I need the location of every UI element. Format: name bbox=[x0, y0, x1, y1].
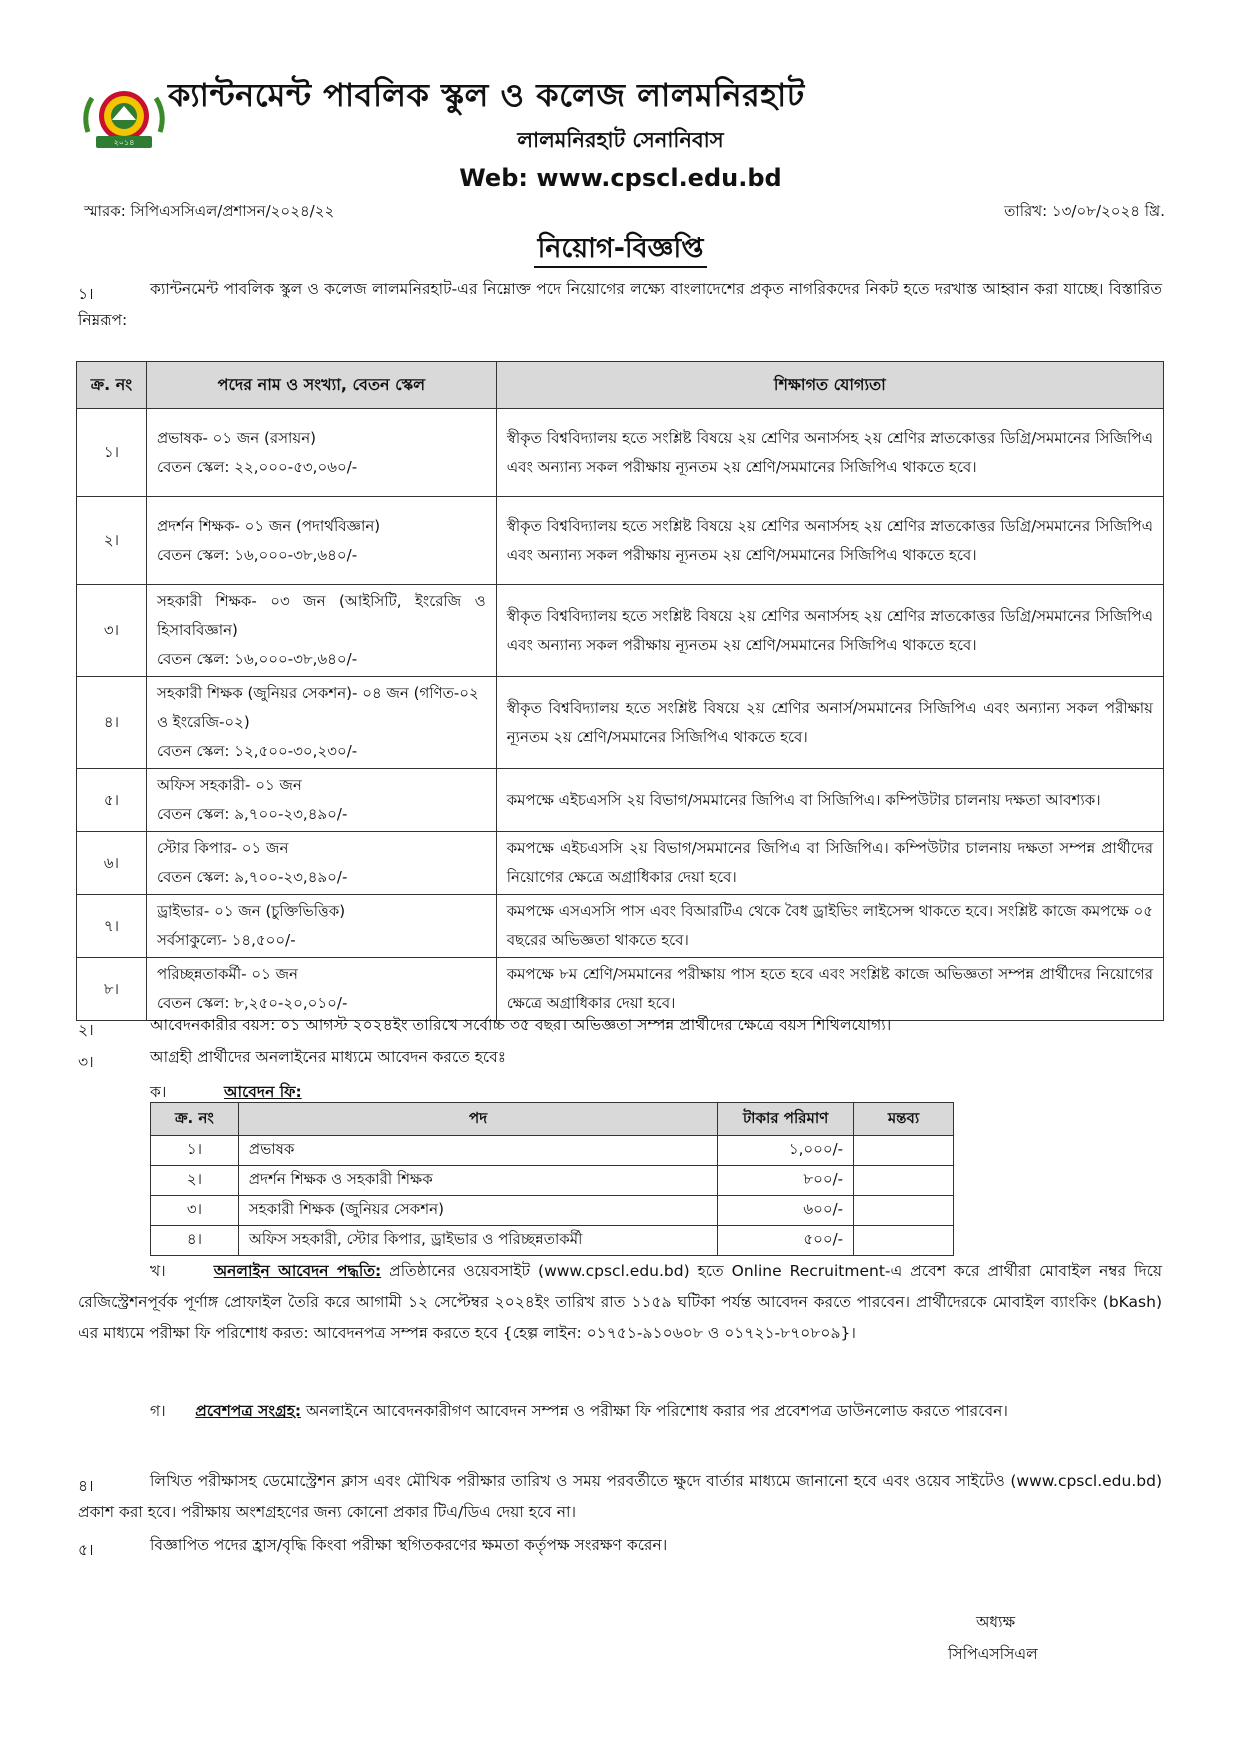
pay-scale: বেতন স্কেল: ১২,৫০০-৩০,২৩০/- bbox=[156, 742, 358, 760]
posts-table bbox=[76, 361, 1164, 1021]
pay-scale: সর্বসাকুল্যে- ১৪,৫০০/- bbox=[156, 931, 296, 949]
memo-number: স্মারক: সিপিএসসিএল/প্রশাসন/২০২৪/২২ bbox=[84, 202, 335, 220]
post-name: স্টোর কিপার- ০১ জন bbox=[156, 839, 289, 857]
row-serial: ৩। bbox=[77, 585, 147, 677]
intro-number: ১। bbox=[78, 285, 94, 303]
age-text: আবেদনকারীর বয়স: ০১ আগস্ট ২০২৪ইং তারিখে সর্বোচ্চ ৩৫ বছর। অভিজ্ঞতা সম্পন্ন প্রার্থীদের ক্ষেত্রে বয়স শিথিলযোগ্য। bbox=[150, 1016, 892, 1034]
row-serial: ৫। bbox=[77, 769, 147, 832]
cantonment-subtitle: লালমনিরহাট সেনানিবাস bbox=[517, 128, 724, 152]
table-row bbox=[77, 497, 1164, 585]
qualification: স্বীকৃত বিশ্ববিদ্যালয় হতে সংশ্লিষ্ট বিষয়ে ২য় শ্রেণির অনার্স/সমমানের সিজিপিএ এবং অন্যান্য সকল পরীক্ষায় ন্যূনতম ২য় শ্রেণি/সমমানের সিজিপিএ থাকতে হবে। bbox=[496, 677, 1163, 769]
fee-header-serial: ক্র. নং bbox=[151, 1103, 239, 1136]
online-method-text: প্রতিষ্ঠানের ওয়েবসাইট (www.cpscl.edu.bd) হতে Online Recruitment-এ প্রবেশ করে প্রার্থীরা মোবাইল নম্বর দিয়ে রেজিস্ট্রেশনপূর্বক পূর্ণাঙ্গ প্রোফাইল তৈরি করে আগামী ১২ সেপ্টেম্বর ২০২৪ইং তারিখ রাত ১১৫৯ ঘটিকা পর্যন্ত আবেদন করতে পারবেন। প্রার্থীদেরকে মোবাইল ব্যাংকিং (bKash) এর মাধ্যমে পরীক্ষা ফি পরিশোধ করত: আবেদনপত্র সম্পন্ন করতে হবে {হেল্প লাইন: ০১৭৫১-৯১০৬০৮ ও ০১৭২১-৮৭০৮০৯}। bbox=[78, 1262, 1162, 1342]
pay-scale: বেতন স্কেল: ৯,৭০০-২৩,৪৯০/- bbox=[156, 868, 348, 886]
fee-amount: ৮০০/- bbox=[718, 1166, 854, 1196]
fee-header-remark: মন্তব্য bbox=[854, 1103, 954, 1136]
fee-serial: ২। bbox=[151, 1166, 239, 1196]
row-serial: ৬। bbox=[77, 832, 147, 895]
signature-org: সিপিএসসিএল bbox=[948, 1645, 1038, 1663]
online-method-number: খ। bbox=[150, 1262, 166, 1280]
fee-post: প্রদর্শন শিক্ষক ও সহকারী শিক্ষক bbox=[238, 1166, 717, 1196]
post-name: পরিচ্ছন্নতাকর্মী- ০১ জন bbox=[156, 965, 298, 983]
fee-label-number: ক। bbox=[150, 1083, 167, 1101]
fee-amount: ১,০০০/- bbox=[718, 1136, 854, 1166]
table-row bbox=[77, 895, 1164, 958]
post-name: সহকারী শিক্ষক- ০৩ জন (আইসিটি, ইংরেজি ও হিসাববিজ্ঞান) bbox=[156, 592, 486, 639]
row-serial: ২। bbox=[77, 497, 147, 585]
admit-card-label: প্রবেশপত্র সংগ্রহ: bbox=[195, 1402, 302, 1420]
fee-header-post: পদ bbox=[238, 1103, 717, 1136]
pay-scale: বেতন স্কেল: ৮,২৫০-২০,০১০/- bbox=[156, 994, 348, 1012]
table-row bbox=[151, 1136, 954, 1166]
reserve-text: বিজ্ঞাপিত পদের হ্রাস/বৃদ্ধি কিংবা পরীক্ষা স্থগিতকরণের ক্ষমতা কর্তৃপক্ষ সংরক্ষণ করেন। bbox=[150, 1536, 668, 1554]
reserve-number: ৫। bbox=[78, 1541, 94, 1559]
post-name: ড্রাইভার- ০১ জন (চুক্তিভিত্তিক) bbox=[156, 902, 346, 920]
signature-title: অধ্যক্ষ bbox=[976, 1613, 1016, 1631]
fee-post: প্রভাষক bbox=[238, 1136, 717, 1166]
table-row bbox=[77, 585, 1164, 677]
notice-heading: নিয়োগ-বিজ্ঞপ্তি bbox=[0, 228, 1241, 273]
fee-post: অফিস সহকারী, স্টোর কিপার, ড্রাইভার ও পরিচ্ছন্নতাকর্মী bbox=[238, 1226, 717, 1256]
header-qualification: শিক্ষাগত যোগ্যতা bbox=[496, 362, 1163, 409]
fee-remark bbox=[854, 1136, 954, 1166]
row-serial: ৪। bbox=[77, 677, 147, 769]
qualification: কমপক্ষে এইচএসসি ২য় বিভাগ/সমমানের জিপিএ বা সিজিপিএ। কম্পিউটার চালনায় দক্ষতা আবশ্যক। bbox=[496, 769, 1163, 832]
qualification: স্বীকৃত বিশ্ববিদ্যালয় হতে সংশ্লিষ্ট বিষয়ে ২য় শ্রেণির অনার্সসহ ২য় শ্রেণির স্নাতকোত্তর ডিগ্রি/সমমানের সিজিপিএ এবং অন্যান্য সকল পরীক্ষায় ন্যূনতম ২য় শ্রেণি/সমমানের সিজিপিএ থাকতে হবে। bbox=[496, 585, 1163, 677]
college-name: ক্যান্টনমেন্ট পাবলিক স্কুল ও কলেজ লালমনিরহাট bbox=[168, 76, 805, 114]
exam-text: লিখিত পরীক্ষাসহ ডেমোস্ট্রেশন ক্লাস এবং মৌখিক পরীক্ষার তারিখ ও সময় পরবর্তীতে ক্ষুদে বার্তার মাধ্যমে জানানো হবে এবং ওয়েব সাইটেও (www.cpscl.edu.bd) প্রকাশ করা হবে। পরীক্ষায় অংশগ্রহণের জন্য কোনো প্রকার টিএ/ডিএ দেয়া হবে না। bbox=[78, 1472, 1162, 1521]
table-row bbox=[151, 1196, 954, 1226]
qualification: কমপক্ষে এইচএসসি ২য় বিভাগ/সমমানের জিপিএ বা সিজিপিএ। কম্পিউটার চালনায় দক্ষতা সম্পন্ন প্রার্থীদের নিয়োগের ক্ষেত্রে অগ্রাধিকার দেয়া হবে। bbox=[496, 832, 1163, 895]
online-method-label: অনলাইন আবেদন পদ্ধতি: bbox=[213, 1262, 382, 1280]
table-row bbox=[77, 832, 1164, 895]
admit-card-paragraph bbox=[78, 1396, 1162, 1427]
header-serial: ক্র. নং bbox=[77, 362, 147, 409]
post-name: প্রদর্শন শিক্ষক- ০১ জন (পদার্থবিজ্ঞান) bbox=[156, 516, 381, 535]
fee-remark bbox=[854, 1166, 954, 1196]
age-number: ২। bbox=[78, 1021, 94, 1039]
fee-serial: ৩। bbox=[151, 1196, 239, 1226]
table-row bbox=[151, 1226, 954, 1256]
row-serial: ৮। bbox=[77, 958, 147, 1021]
qualification: স্বীকৃত বিশ্ববিদ্যালয় হতে সংশ্লিষ্ট বিষয়ে ২য় শ্রেণির অনার্সসহ ২য় শ্রেণির স্নাতকোত্তর ডিগ্রি/সমমানের সিজিপিএ এবং অন্যান্য সকল পরীক্ষায় ন্যূনতম ২য় শ্রেণি/সমমানের সিজিপিএ থাকতে হবে। bbox=[496, 497, 1163, 585]
website-line: Web: www.cpscl.edu.bd bbox=[459, 164, 782, 192]
fee-amount: ৫০০/- bbox=[718, 1226, 854, 1256]
table-row bbox=[77, 677, 1164, 769]
fee-serial: ৪। bbox=[151, 1226, 239, 1256]
pay-scale: বেতন স্কেল: ১৬,০০০-৩৮,৬৪০/- bbox=[156, 650, 358, 668]
pay-scale: বেতন স্কেল: ১৬,০০০-৩৮,৬৪০/- bbox=[156, 545, 358, 564]
table-row bbox=[77, 409, 1164, 497]
qualification: স্বীকৃত বিশ্ববিদ্যালয় হতে সংশ্লিষ্ট বিষয়ে ২য় শ্রেণির অনার্সসহ ২য় শ্রেণির স্নাতকোত্তর ডিগ্রি/সমমানের সিজিপিএ এবং অন্যান্য সকল পরীক্ষায় ন্যূনতম ২য় শ্রেণি/সমমানের সিজিপিএ থাকতে হবে। bbox=[496, 409, 1163, 497]
fee-remark bbox=[854, 1196, 954, 1226]
notice-date: তারিখ: ১৩/০৮/২০২৪ খ্রি. bbox=[1004, 202, 1165, 220]
qualification: কমপক্ষে এসএসসি পাস এবং বিআরটিএ থেকে বৈধ ড্রাইভিং লাইসেন্স থাকতে হবে। সংশ্লিষ্ট কাজে কমপক্ষে ০৫ বছরের অভিজ্ঞতা থাকতে হবে। bbox=[496, 895, 1163, 958]
post-name: অফিস সহকারী- ০১ জন bbox=[156, 776, 302, 794]
post-name: প্রভাষক- ০১ জন (রসায়ন) bbox=[156, 428, 317, 447]
exam-number: ৪। bbox=[78, 1477, 94, 1495]
header-post: পদের নাম ও সংখ্যা, বেতন স্কেল bbox=[146, 362, 496, 409]
admit-card-number: গ। bbox=[150, 1402, 166, 1420]
table-row bbox=[151, 1166, 954, 1196]
fee-serial: ১। bbox=[151, 1136, 239, 1166]
fee-amount: ৬০০/- bbox=[718, 1196, 854, 1226]
qualification: কমপক্ষে ৮ম শ্রেণি/সমমানের পরীক্ষায় পাস হতে হবে এবং সংশ্লিষ্ট কাজে অভিজ্ঞতা সম্পন্ন প্রার্থীদের নিয়োগের ক্ষেত্রে অগ্রাধিকার দেয়া হবে। bbox=[496, 958, 1163, 1021]
intro-text: ক্যান্টনমেন্ট পাবলিক স্কুল ও কলেজ লালমনিরহাট-এর নিম্নোক্ত পদে নিয়োগের লক্ষ্যে বাংলাদেশের প্রকৃত নাগরিকদের নিকট হতে দরখাস্ত আহ্বান করা যাচ্ছে। বিস্তারিত নিম্নরূপ: bbox=[78, 280, 1162, 329]
fee-post: সহকারী শিক্ষক (জুনিয়র সেকশন) bbox=[238, 1196, 717, 1226]
admit-card-text: অনলাইনে আবেদনকারীগণ আবেদন সম্পন্ন ও পরীক্ষা ফি পরিশোধ করার পর প্রবেশপত্র ডাউনলোড করতে পারবেন। bbox=[305, 1402, 1008, 1420]
fee-table-header bbox=[151, 1103, 954, 1136]
pay-scale: বেতন স্কেল: ২২,০০০-৫৩,০৬০/- bbox=[156, 457, 358, 476]
online-method-paragraph bbox=[78, 1256, 1162, 1349]
pay-scale: বেতন স্কেল: ৯,৭০০-২৩,৪৯০/- bbox=[156, 805, 348, 823]
apply-number: ৩। bbox=[78, 1053, 94, 1071]
apply-text: আগ্রহী প্রার্থীদের অনলাইনের মাধ্যমে আবেদন করতে হবেঃ bbox=[150, 1048, 506, 1066]
row-serial: ১। bbox=[77, 409, 147, 497]
fee-label: আবেদন ফি: bbox=[224, 1083, 302, 1101]
posts-table-header bbox=[77, 362, 1164, 409]
logo-year: ২০১৪ bbox=[113, 138, 135, 147]
fee-remark bbox=[854, 1226, 954, 1256]
post-name: সহকারী শিক্ষক (জুনিয়র সেকশন)- ০৪ জন (গণিত-০২ ও ইংরেজি-০২) bbox=[156, 684, 479, 731]
table-row bbox=[77, 769, 1164, 832]
fee-header-amount: টাকার পরিমাণ bbox=[718, 1103, 854, 1136]
fee-table bbox=[150, 1102, 954, 1256]
row-serial: ৭। bbox=[77, 895, 147, 958]
